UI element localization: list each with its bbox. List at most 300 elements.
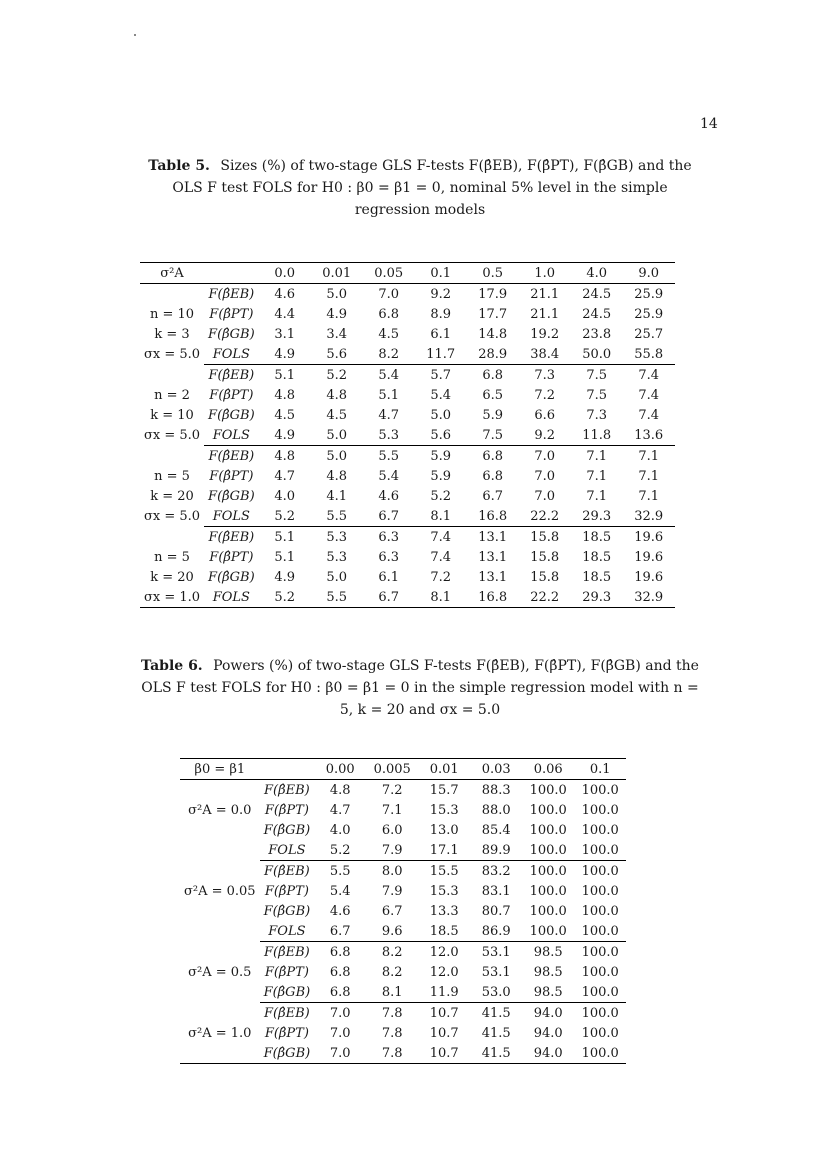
table-cell: 28.9 [478,346,508,362]
setting-label: n = 10 [149,306,195,322]
table-cell: 55.8 [634,346,664,362]
table-cell: 5.3 [311,527,363,548]
table-cell: 6.8 [378,306,400,322]
table-cell: 4.6 [378,488,400,504]
table-row [140,527,675,548]
table-cell: 100.0 [529,842,567,858]
table-cell: 13.3 [429,903,459,919]
table-cell: 100.0 [581,782,619,798]
table-cell: 25.9 [634,286,664,302]
setting-label: k = 3 [154,326,190,342]
table-cell: 15.5 [418,861,470,882]
table-cell: 41.5 [470,1043,522,1064]
table-cell: 5.2 [274,508,296,524]
table-cell: 89.9 [481,842,511,858]
table-row [140,425,675,446]
test-statistic: F(β̂GB) [263,903,311,919]
column-header: 0.06 [522,759,574,780]
table-cell: 11.7 [426,346,456,362]
table-cell: 5.0 [326,286,348,302]
table-cell: 100.0 [581,923,619,939]
setting-blank [180,901,260,921]
setting-blank [180,982,260,1003]
table5 [140,262,675,608]
table-row [180,881,626,901]
table-cell: 100.0 [581,903,619,919]
test-statistic: F(β̂PT) [264,1025,309,1041]
table5-caption-text: Sizes (%) of two-stage GLS F-tests F(β̂EB), F(β̂PT), F(β̂GB) and the OLS F test FOLS for H0 : β0 = β1 = 0, nominal 5% level in the simple regression models [172,158,692,218]
table-cell: 9.6 [381,923,403,939]
table-cell: 17.1 [429,842,459,858]
table-row [180,1043,626,1064]
table-cell: 21.1 [530,306,560,322]
table6-label: Table 6. [141,658,203,674]
setting-label: n = 2 [154,387,190,403]
table-cell: 7.4 [623,365,675,386]
table-row [140,587,675,608]
table-cell: 8.1 [381,984,403,1000]
setting-blank [180,1043,260,1064]
test-statistic: F(β̂GB) [208,569,255,585]
table-cell: 4.5 [274,407,296,423]
table-cell: 83.2 [470,861,522,882]
test-statistic: FOLS [268,923,306,939]
setting-label: σ²A = 0.05 [184,883,256,899]
setting-label: σx = 5.0 [144,346,201,362]
table-cell: 7.9 [381,883,403,899]
table-cell: 7.0 [329,1025,351,1041]
row-header: σ²A [140,263,204,284]
table-row [140,344,675,365]
table-row [140,446,675,467]
setting-label: k = 10 [150,407,194,423]
table-row [180,921,626,942]
table-cell: 98.5 [522,942,574,963]
table-cell: 7.0 [534,488,556,504]
table-cell: 94.0 [522,1003,574,1024]
setting-blank [140,446,204,467]
table-cell: 12.0 [429,964,459,980]
table-cell: 6.8 [314,942,366,963]
table-cell: 100.0 [574,1043,626,1064]
table-cell: 6.5 [482,387,504,403]
table-cell: 18.5 [429,923,459,939]
table-cell: 9.2 [430,286,452,302]
test-statistic: F(β̂PT) [209,387,254,403]
table-cell: 7.0 [534,468,556,484]
setting-label: σx = 1.0 [140,587,204,608]
table-cell: 5.1 [259,365,311,386]
table-cell: 6.8 [482,468,504,484]
setting-blank [140,527,204,548]
table-cell: 86.9 [481,923,511,939]
table-cell: 5.0 [326,427,348,443]
table-cell: 4.8 [274,387,296,403]
table-cell: 6.7 [378,508,400,524]
table-cell: 7.3 [519,365,571,386]
table-row [140,324,675,344]
table-cell: 11.8 [582,427,612,443]
column-header: 0.1 [574,759,626,780]
table-cell: 100.0 [529,883,567,899]
table-cell: 17.9 [478,286,508,302]
row-header: β0 = β1 [180,759,260,780]
table-cell: 3.4 [326,326,348,342]
table5-label: Table 5. [148,158,210,174]
test-statistic: F(β̂GB) [263,822,311,838]
table-cell: 5.2 [329,842,351,858]
table-cell: 100.0 [581,802,619,818]
stat-header-blank [260,759,315,780]
table-cell: 6.8 [329,964,351,980]
setting-label: σ²A = 1.0 [188,1025,252,1041]
table-cell: 4.8 [259,446,311,467]
table-cell: 6.0 [381,822,403,838]
table-row [180,1023,626,1043]
table-cell: 7.1 [638,488,660,504]
table-cell: 5.5 [363,446,415,467]
table-cell: 7.8 [381,1025,403,1041]
table-cell: 50.0 [582,346,612,362]
column-header: 0.05 [363,263,415,284]
table-cell: 100.0 [529,782,567,798]
setting-label: n = 5 [154,468,190,484]
table-cell: 8.2 [366,942,418,963]
table-cell: 7.2 [430,569,452,585]
table-cell: 98.5 [533,984,563,1000]
table-cell: 100.0 [574,942,626,963]
table-cell: 4.8 [326,468,348,484]
setting-blank [180,942,260,963]
page-number: 14 [700,116,718,132]
setting-label: σ²A = 0.5 [188,964,252,980]
test-statistic: F(β̂PT) [264,964,309,980]
table-cell: 5.6 [430,427,452,443]
setting-blank [140,284,204,305]
table-row [180,1003,626,1024]
table-cell: 100.0 [581,964,619,980]
table-cell: 13.6 [634,427,664,443]
table-cell: 16.8 [467,587,519,608]
table-cell: 7.1 [586,488,608,504]
table-cell: 100.0 [522,861,574,882]
table-cell: 6.7 [381,903,403,919]
table-cell: 5.5 [314,861,366,882]
setting-blank [180,780,260,801]
table-row [180,901,626,921]
table-cell: 7.1 [638,468,660,484]
setting-blank [180,820,260,840]
test-statistic: F(β̂EB) [260,1003,315,1024]
table-cell: 5.7 [415,365,467,386]
table-cell: 18.5 [582,549,612,565]
table-cell: 16.8 [478,508,508,524]
table-cell: 13.0 [429,822,459,838]
setting-label: k = 20 [150,488,194,504]
table-cell: 7.0 [378,286,400,302]
table-cell: 29.3 [582,508,612,524]
table-cell: 94.0 [533,1025,563,1041]
table-cell: 3.1 [274,326,296,342]
test-statistic: FOLS [268,842,306,858]
column-header: 1.0 [519,263,571,284]
table-cell: 5.4 [430,387,452,403]
table-cell: 7.4 [415,527,467,548]
table6 [180,758,626,1064]
table-cell: 5.4 [363,365,415,386]
table-cell: 94.0 [522,1043,574,1064]
table-row [180,800,626,820]
setting-label: σx = 5.0 [144,508,201,524]
column-header: 0.01 [311,263,363,284]
table-cell: 100.0 [581,883,619,899]
table-cell: 100.0 [574,1003,626,1024]
table-cell: 53.1 [481,964,511,980]
table-cell: 32.9 [634,508,664,524]
column-header: 0.005 [366,759,418,780]
table-cell: 53.1 [470,942,522,963]
table-cell: 7.1 [381,802,403,818]
setting-label: k = 20 [150,569,194,585]
setting-label: σ²A = 0.0 [188,802,252,818]
table-cell: 8.2 [381,964,403,980]
table-cell: 6.8 [329,984,351,1000]
table-cell: 5.2 [430,488,452,504]
table-cell: 10.7 [429,1025,459,1041]
table-cell: 6.1 [430,326,452,342]
table-cell: 4.9 [274,346,296,362]
test-statistic: F(β̂EB) [204,446,259,467]
test-statistic: FOLS [204,587,259,608]
table-cell: 22.2 [530,508,560,524]
table-cell: 80.7 [481,903,511,919]
table-cell: 6.8 [467,365,519,386]
table-cell: 8.0 [366,861,418,882]
table-cell: 6.6 [534,407,556,423]
table-cell: 5.2 [259,587,311,608]
table-row [180,942,626,963]
test-statistic: FOLS [212,427,250,443]
setting-label: n = 5 [154,549,190,565]
table-cell: 7.0 [519,446,571,467]
table-cell: 4.6 [329,903,351,919]
table-cell: 100.0 [581,1025,619,1041]
table-cell: 6.1 [378,569,400,585]
table-cell: 8.1 [430,508,452,524]
test-statistic: F(β̂EB) [204,527,259,548]
test-statistic: F(β̂GB) [208,407,255,423]
table-cell: 4.5 [378,326,400,342]
table-row [140,405,675,425]
table-cell: 13.1 [478,549,508,565]
table-cell: 4.8 [326,387,348,403]
table-cell: 5.3 [378,427,400,443]
table-cell: 15.8 [519,527,571,548]
table-row [180,820,626,840]
table-cell: 4.0 [274,488,296,504]
table-cell: 5.4 [378,468,400,484]
stray-mark [134,34,136,36]
table-cell: 100.0 [529,903,567,919]
table-cell: 5.1 [378,387,400,403]
table-cell: 15.3 [429,802,459,818]
setting-blank [180,921,260,942]
test-statistic: FOLS [212,508,250,524]
table-cell: 41.5 [470,1003,522,1024]
table-cell: 5.9 [415,446,467,467]
table-cell: 23.8 [582,326,612,342]
table-cell: 8.1 [415,587,467,608]
setting-blank [140,365,204,386]
table-cell: 5.6 [326,346,348,362]
table-cell: 4.9 [274,427,296,443]
setting-blank [180,861,260,882]
table-cell: 7.1 [586,468,608,484]
table-cell: 11.9 [429,984,459,1000]
table-cell: 4.6 [274,286,296,302]
table-cell: 14.8 [478,326,508,342]
test-statistic: FOLS [212,346,250,362]
table-cell: 17.7 [478,306,508,322]
test-statistic: F(β̂EB) [260,942,315,963]
table-cell: 15.3 [429,883,459,899]
table-cell: 29.3 [571,587,623,608]
table-cell: 5.0 [311,446,363,467]
table-cell: 5.1 [274,549,296,565]
table-cell: 7.2 [381,782,403,798]
table-cell: 5.2 [311,365,363,386]
test-statistic: F(β̂EB) [260,861,315,882]
table-cell: 6.8 [467,446,519,467]
table-cell: 100.0 [529,802,567,818]
column-header: 0.1 [415,263,467,284]
table-cell: 41.5 [481,1025,511,1041]
table-cell: 10.7 [418,1043,470,1064]
table-cell: 4.0 [329,822,351,838]
table-row [140,506,675,527]
table-cell: 7.0 [314,1043,366,1064]
table-row [140,466,675,486]
table-cell: 100.0 [529,822,567,838]
setting-blank [180,840,260,861]
test-statistic: F(β̂PT) [209,549,254,565]
table-cell: 83.1 [481,883,511,899]
table-row [140,385,675,405]
table-cell: 4.7 [274,468,296,484]
table-cell: 19.2 [530,326,560,342]
table-cell: 13.1 [478,569,508,585]
table-cell: 32.9 [623,587,675,608]
table-cell: 9.2 [534,427,556,443]
test-statistic: F(β̂GB) [208,488,255,504]
table-cell: 6.3 [378,549,400,565]
table-cell: 5.5 [311,587,363,608]
test-statistic: F(β̂EB) [204,365,259,386]
table-cell: 5.1 [259,527,311,548]
table-cell: 7.4 [638,407,660,423]
table-cell: 88.0 [481,802,511,818]
table-cell: 100.0 [581,822,619,838]
test-statistic: F(β̂EB) [264,782,310,798]
table6-caption-text: Powers (%) of two-stage GLS F-tests F(β̂EB), F(β̂PT), F(β̂GB) and the OLS F test FOLS for H0 : β0 = β1 = 0 in the simple regression model with n = 5, k = 20 and σx = 5.0 [141,658,699,718]
table-cell: 5.0 [326,569,348,585]
table-cell: 15.8 [530,569,560,585]
table-cell: 18.5 [571,527,623,548]
column-header: 4.0 [571,263,623,284]
table-cell: 98.5 [533,964,563,980]
table-cell: 8.9 [430,306,452,322]
table-cell: 5.9 [430,468,452,484]
table-cell: 25.7 [634,326,664,342]
table-cell: 100.0 [529,923,567,939]
table-cell: 4.1 [326,488,348,504]
test-statistic: F(β̂GB) [263,984,311,1000]
table-row [180,982,626,1003]
table-cell: 100.0 [581,984,619,1000]
table-row [140,547,675,567]
table-row [180,861,626,882]
table-row [180,962,626,982]
table-row [140,567,675,587]
column-header: 0.5 [467,263,519,284]
table-cell: 85.4 [481,822,511,838]
table-cell: 5.0 [430,407,452,423]
table-cell: 6.7 [363,587,415,608]
table-cell: 4.7 [378,407,400,423]
column-header: 0.03 [470,759,522,780]
test-statistic: F(β̂PT) [264,883,309,899]
table6-caption [140,655,700,721]
table-cell: 6.7 [482,488,504,504]
table-cell: 7.5 [571,365,623,386]
table-cell: 7.1 [571,446,623,467]
column-header: 0.0 [259,263,311,284]
table-cell: 25.9 [634,306,664,322]
test-statistic: F(β̂PT) [209,468,254,484]
test-statistic: F(β̂PT) [264,802,309,818]
table-cell: 4.7 [329,802,351,818]
table-row [140,304,675,324]
table-cell: 22.2 [519,587,571,608]
table-row [180,780,626,801]
table-cell: 24.5 [582,286,612,302]
table-cell: 15.8 [530,549,560,565]
table-cell: 5.9 [482,407,504,423]
table-cell: 4.5 [326,407,348,423]
table-row [140,284,675,305]
test-statistic: F(β̂GB) [208,326,255,342]
table-cell: 15.7 [429,782,459,798]
table-cell: 7.5 [586,387,608,403]
table-cell: 19.6 [634,549,664,565]
table-cell: 5.4 [329,883,351,899]
table-cell: 88.3 [481,782,511,798]
table-row [140,486,675,506]
table-cell: 7.9 [381,842,403,858]
table-cell: 18.5 [582,569,612,585]
table-cell: 6.3 [363,527,415,548]
table-cell: 4.9 [326,306,348,322]
table-cell: 7.4 [638,387,660,403]
table-cell: 8.2 [378,346,400,362]
table-cell: 4.8 [329,782,351,798]
table-cell: 7.0 [314,1003,366,1024]
table-cell: 19.6 [634,569,664,585]
setting-label: σx = 5.0 [144,427,201,443]
table-cell: 7.3 [586,407,608,423]
table-cell: 7.8 [366,1043,418,1064]
table-row [140,365,675,386]
